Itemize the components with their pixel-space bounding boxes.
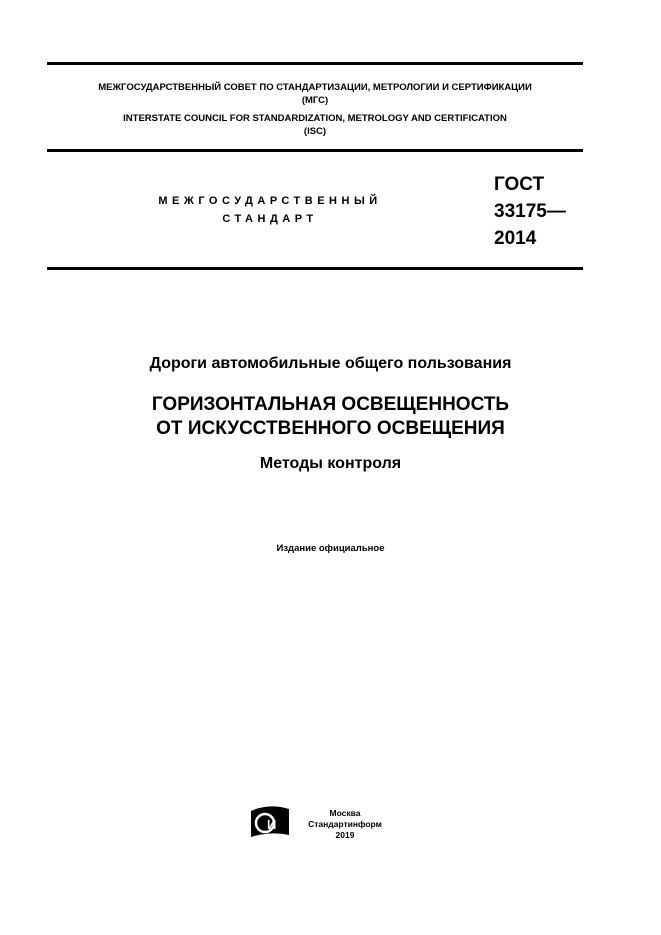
standard-type xyxy=(130,192,410,228)
top-rule xyxy=(47,62,583,65)
standard-type-line1: МЕЖГОСУДАРСТВЕННЫЙ xyxy=(158,195,382,207)
publisher-year: 2019 xyxy=(335,830,355,840)
svg-text:И: И xyxy=(267,817,277,832)
council-ru xyxy=(47,81,583,107)
title-sub: Методы контроля xyxy=(259,455,402,472)
title-main xyxy=(0,393,661,441)
designation-line1: ГОСТ xyxy=(494,174,545,195)
designation-line3: 2014 xyxy=(494,228,537,249)
standard-type-line2: СТАНДАРТ xyxy=(222,213,318,225)
designation-line2: 33175— xyxy=(494,201,566,222)
edition-label: Издание официальное xyxy=(276,543,385,554)
title-general: Дороги автомобильные общего пользования xyxy=(149,355,512,372)
standartinform-logo-icon xyxy=(249,805,293,839)
header-rule xyxy=(47,149,583,152)
gost-designation xyxy=(494,171,566,252)
publisher xyxy=(300,808,390,841)
publisher-city: Москва xyxy=(329,808,361,818)
council-en xyxy=(47,112,583,138)
designation-rule xyxy=(47,267,583,270)
council-ru-name: МЕЖГОСУДАРСТВЕННЫЙ СОВЕТ ПО СТАНДАРТИЗАЦИИ, МЕТРОЛОГИИ И СЕРТИФИКАЦИИ xyxy=(98,82,532,93)
title-main-line2: ОТ ИСКУССТВЕННОГО ОСВЕЩЕНИЯ xyxy=(156,418,505,439)
council-en-name: INTERSTATE COUNCIL FOR STANDARDIZATION, METROLOGY AND CERTIFICATION xyxy=(123,113,507,124)
council-ru-abbr: (МГС) xyxy=(301,95,329,106)
title-main-line1: ГОРИЗОНТАЛЬНАЯ ОСВЕЩЕННОСТЬ xyxy=(151,394,510,415)
council-en-abbr: (ISC) xyxy=(303,126,327,137)
publisher-name: Стандартинформ xyxy=(308,819,382,829)
